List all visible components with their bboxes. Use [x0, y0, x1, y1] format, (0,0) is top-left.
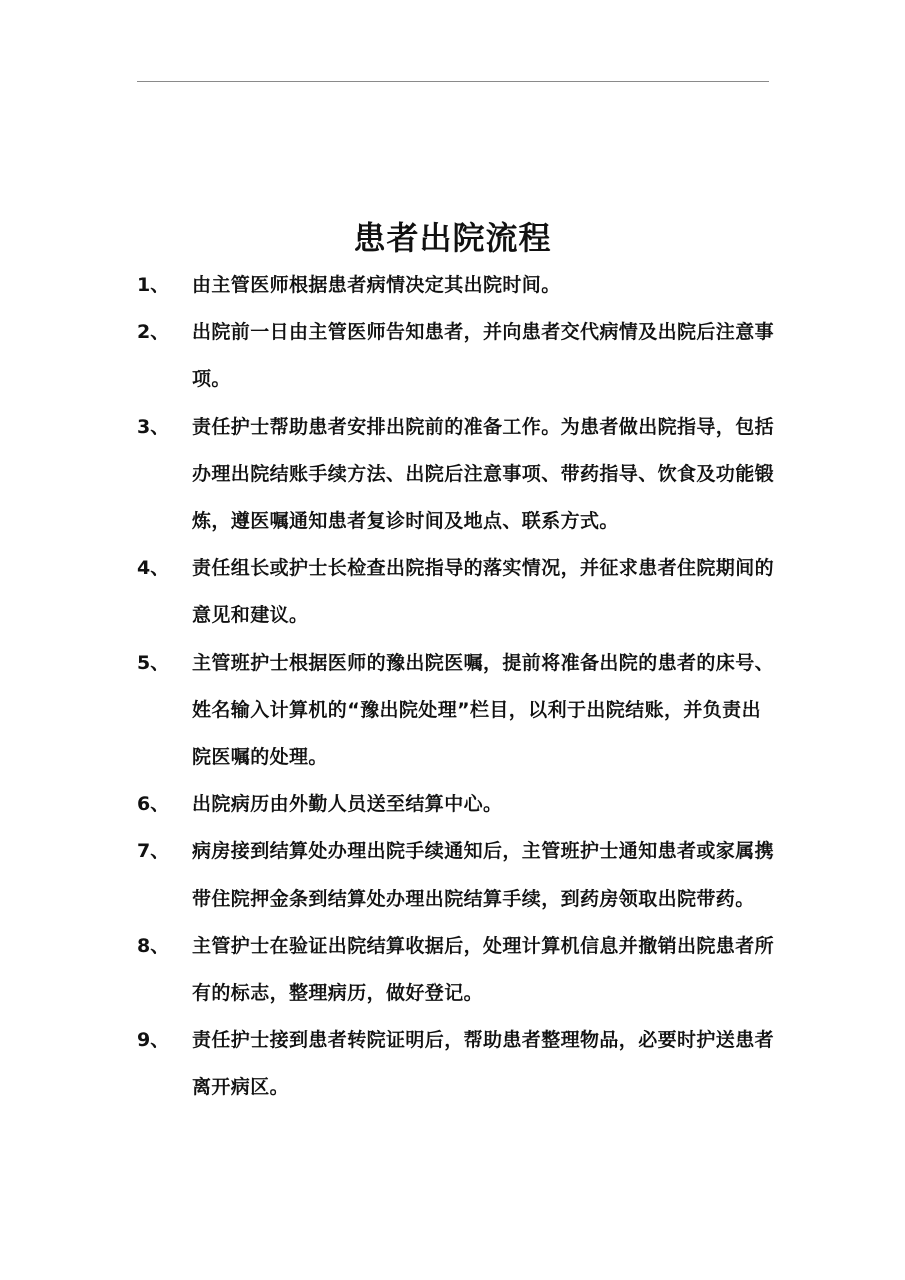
- header-divider: [137, 81, 769, 82]
- step-item: [137, 262, 777, 309]
- step-number: 5、: [137, 651, 170, 674]
- step-item: [137, 1017, 777, 1111]
- step-text: 责任护士帮助患者安排出院前的准备工作。为患者做出院指导，包括办理出院结账手续方法、出院后注意事项、带药指导、饮食及功能锻炼，遵医嘱通知患者复诊时间及地点、联系方式。: [192, 415, 775, 533]
- step-text: 主管护士在验证出院结算收据后，处理计算机信息并撤销出院患者所有的标志，整理病历，做好登记。: [192, 934, 775, 1005]
- step-number: 7、: [137, 840, 170, 863]
- step-number: 8、: [137, 934, 170, 957]
- step-number: 2、: [137, 321, 170, 344]
- step-number: 3、: [137, 415, 170, 438]
- step-item: [137, 404, 777, 546]
- step-text: 出院前一日由主管医师告知患者，并向患者交代病情及出院后注意事项。: [192, 321, 775, 391]
- step-text: 由主管医师根据患者病情决定其出院时间。: [192, 274, 561, 296]
- step-item: [137, 781, 777, 828]
- step-item: [137, 828, 777, 922]
- step-item: [137, 640, 777, 782]
- step-number: 6、: [137, 793, 170, 816]
- step-number: 4、: [137, 557, 170, 580]
- step-item: [137, 309, 777, 403]
- discharge-steps-list: [137, 262, 777, 1112]
- step-text: 责任护士接到患者转院证明后，帮助患者整理物品，必要时护送患者离开病区。: [192, 1029, 775, 1099]
- step-text: 出院病历由外勤人员送至结算中心。: [192, 793, 503, 816]
- step-item: [137, 545, 777, 639]
- step-number: 9、: [137, 1029, 170, 1052]
- step-item: [137, 923, 777, 1017]
- step-number: 1、: [137, 274, 170, 296]
- document-title: 患者出院流程: [353, 219, 552, 257]
- step-text: 病房接到结算处办理出院手续通知后，主管班护士通知患者或家属携带住院押金条到结算处办理出院结算手续，到药房领取出院带药。: [192, 840, 775, 910]
- step-text: 主管班护士根据医师的豫出院医嘱，提前将准备出院的患者的床号、姓名输入计算机的“豫出院处理”栏目，以利于出院结账，并负责出院医嘱的处理。: [192, 651, 775, 769]
- step-text: 责任组长或护士长检查出院指导的落实情况，并征求患者住院期间的意见和建议。: [192, 557, 775, 627]
